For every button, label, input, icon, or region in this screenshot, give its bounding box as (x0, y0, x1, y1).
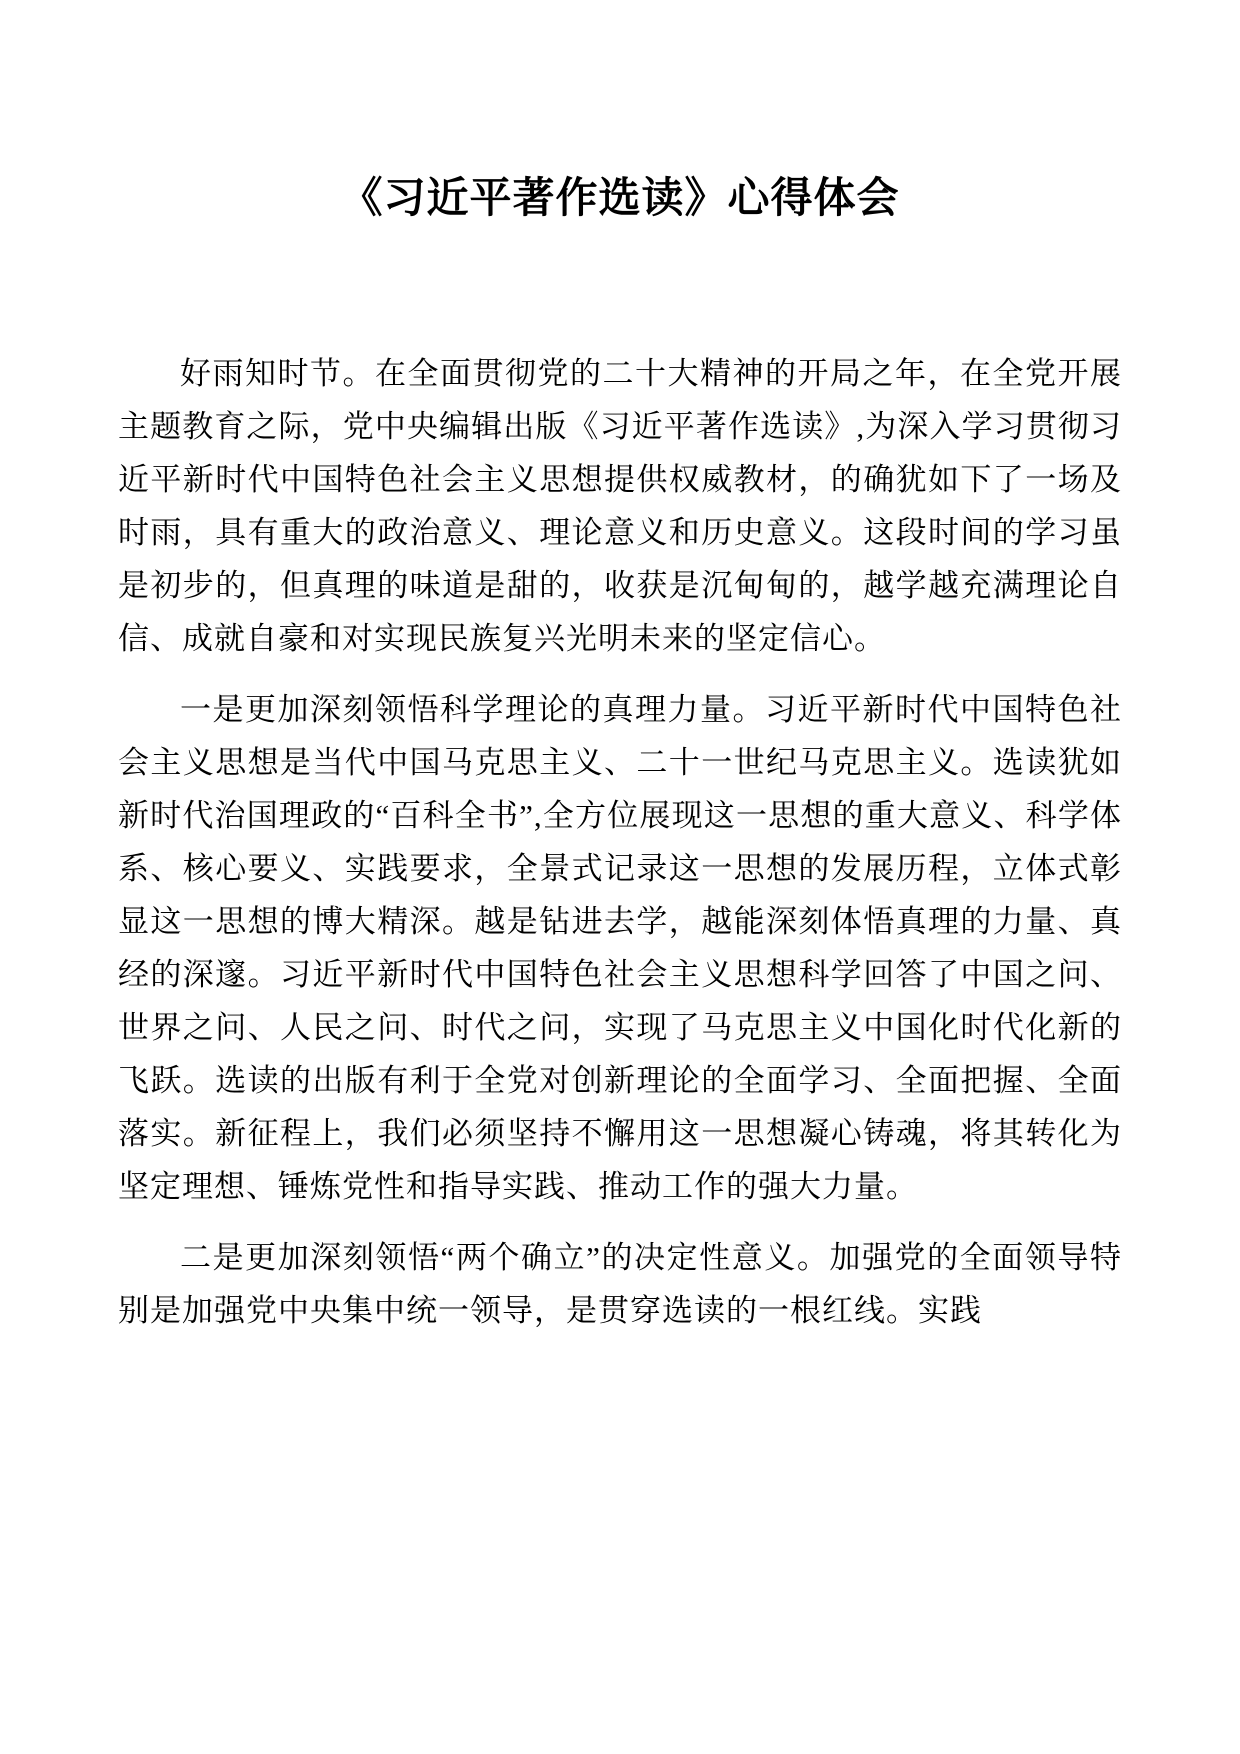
paragraph-point-two: 二是更加深刻领悟“两个确立”的决定性意义。加强党的全面领导特别是加强党中央集中统一领导，是贯穿选读的一根红线。实践 (118, 1239, 1122, 1328)
document-title: 《习近平著作选读》心得体会 (340, 174, 900, 221)
document-body (118, 347, 1122, 1337)
paragraph-intro: 好雨知时节。在全面贯彻党的二十大精神的开局之年，在全党开展主题教育之际，党中央编辑出版《习近平著作选读》,为深入学习贯彻习近平新时代中国特色社会主义思想提供权威教材，的确犹如下了一场及时雨，具有重大的政治意义、理论意义和历史意义。这段时间的学习虽是初步的，但真理的味道是甜的，收获是沉甸甸的，越学越充满理论自信、成就自豪和对实现民族复兴光明未来的坚定信心。 (118, 355, 1122, 656)
paragraph-point-one: 一是更加深刻领悟科学理论的真理力量。习近平新时代中国特色社会主义思想是当代中国马克思主义、二十一世纪马克思主义。选读犹如新时代治国理政的“百科全书”,全方位展现这一思想的重大意义、科学体系、核心要义、实践要求，全景式记录这一思想的发展历程，立体式彰显这一思想的博大精深。越是钻进去学，越能深刻体悟真理的力量、真经的深邃。习近平新时代中国特色社会主义思想科学回答了中国之问、世界之问、人民之问、时代之问，实现了马克思主义中国化时代化新的飞跃。选读的出版有利于全党对创新理论的全面学习、全面把握、全面落实。新征程上，我们必须坚持不懈用这一思想凝心铸魂，将其转化为坚定理想、锤炼党性和指导实践、推动工作的强大力量。 (118, 691, 1122, 1204)
